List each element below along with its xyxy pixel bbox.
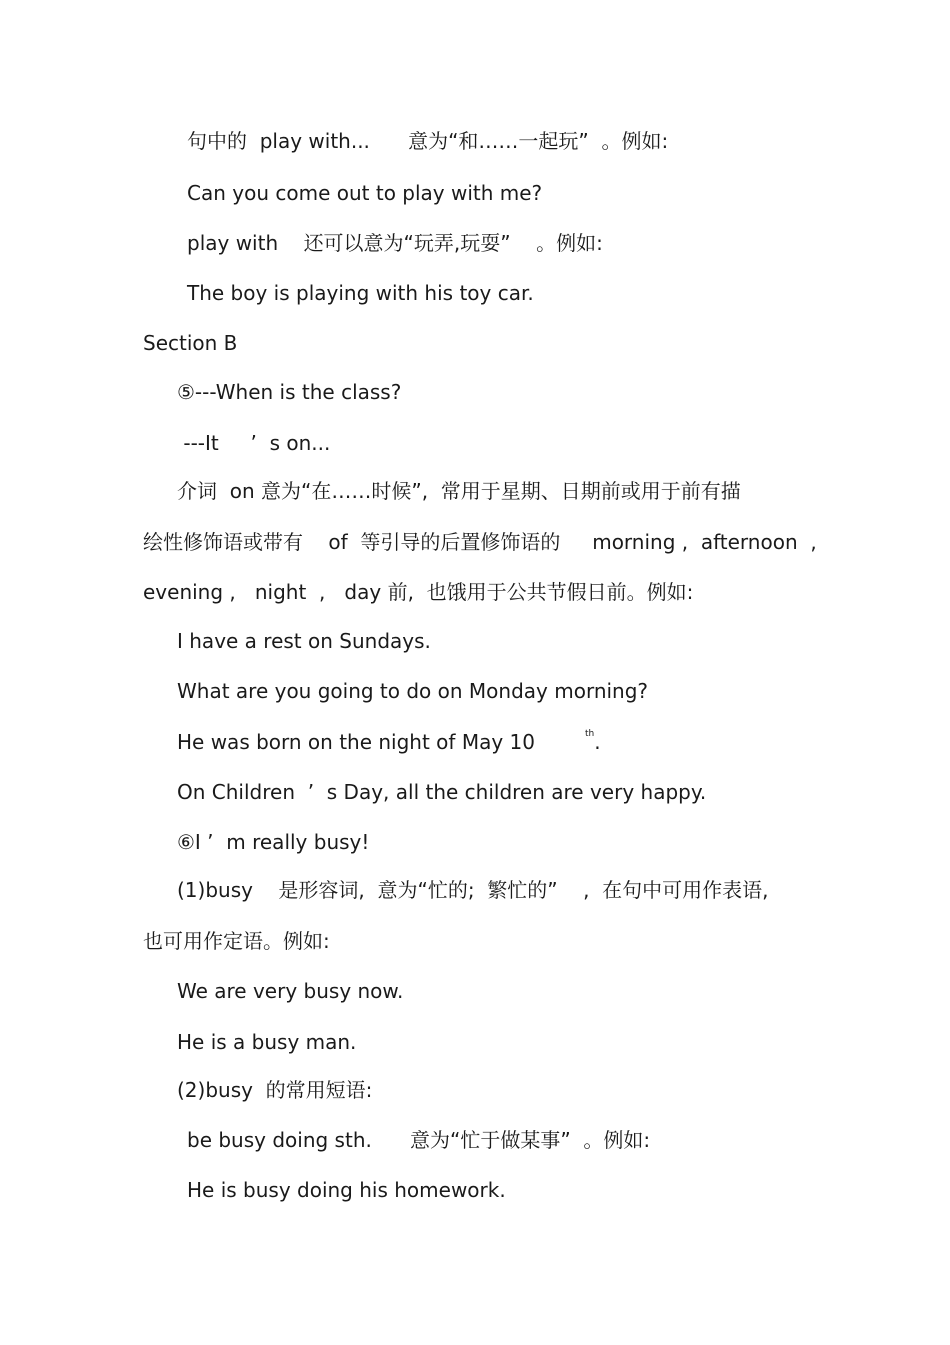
text-line: play with 还可以意为“玩弄,玩耍” 。例如: — [187, 231, 603, 255]
period: . — [594, 730, 601, 754]
superscript: th — [584, 729, 595, 739]
text-line: (2)busy 的常用短语: — [177, 1078, 373, 1102]
text-line: ---It ’ s on... — [177, 431, 331, 455]
text-line: be busy doing sth. 意为“忙于做某事” 。例如: — [187, 1128, 651, 1152]
text-line: evening , night , day 前, 也饿用于公共节假日前。例如: — [143, 580, 694, 604]
text-line: ⑥I ’ m really busy! — [177, 830, 370, 854]
text-line: 介词 on 意为“在……时候”, 常用于星期、日期前或用于前有描 — [177, 479, 741, 503]
text-line: 句中的 play with... 意为“和……一起玩” 。例如: — [187, 129, 669, 153]
text-line: (1)busy 是形容词, 意为“忙的; 繁忙的” , 在句中可用作表语, — [177, 878, 769, 902]
example-sentence: The boy is playing with his toy car. — [187, 281, 534, 305]
example-sentence: Can you come out to play with me? — [187, 181, 543, 205]
example-sentence: What are you going to do on Monday morning? — [177, 679, 649, 703]
example-text: He was born on the night of May 10 — [177, 730, 535, 754]
example-sentence: I have a rest on Sundays. — [177, 629, 431, 653]
section-heading: Section B — [143, 331, 238, 355]
text-line: 绘性修饰语或带有 of 等引导的后置修饰语的 morning , afternoon , — [143, 530, 817, 554]
text-line: 也可用作定语。例如: — [143, 929, 330, 953]
example-sentence: He is busy doing his homework. — [187, 1178, 506, 1202]
example-sentence — [177, 730, 601, 754]
example-sentence: On Children ’ s Day, all the children are very happy. — [177, 780, 707, 804]
example-sentence: We are very busy now. — [177, 979, 404, 1003]
example-sentence: He is a busy man. — [177, 1030, 357, 1054]
text-line: ⑤---When is the class? — [177, 380, 402, 404]
